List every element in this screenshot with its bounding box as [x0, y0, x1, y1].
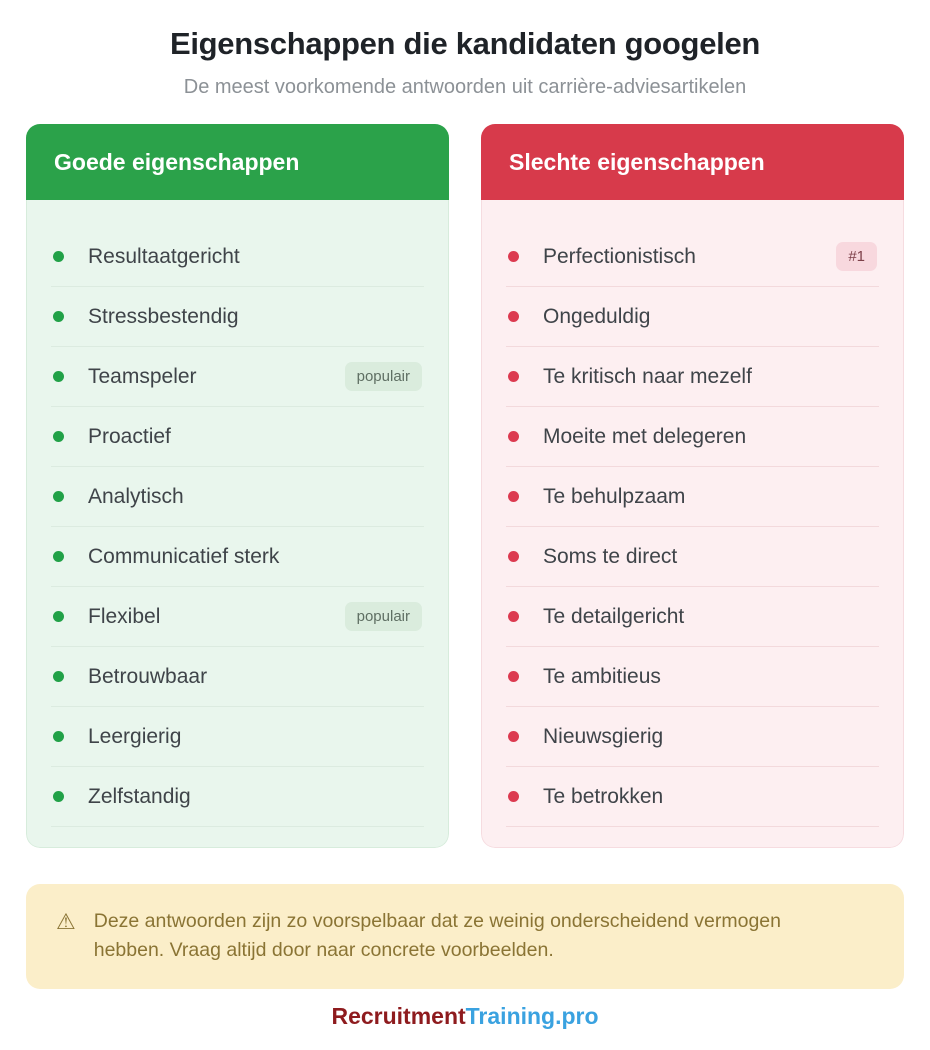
bullet-icon: [53, 251, 64, 262]
item-label: Soms te direct: [543, 544, 678, 568]
bullet-icon: [508, 551, 519, 562]
list-item: [506, 767, 879, 827]
list-item: [506, 647, 879, 707]
item-label: Flexibel: [88, 604, 161, 628]
item-label: Resultaatgericht: [88, 244, 240, 268]
bullet-icon: [53, 551, 64, 562]
item-label: Te kritisch naar mezelf: [543, 364, 752, 388]
bullet-icon: [508, 491, 519, 502]
bullet-icon: [508, 791, 519, 802]
warning-text: Deze antwoorden zijn zo voorspelbaar dat ze weinig onderscheidend vermogen hebben. Vraag altijd door naar concrete voorbeelden.: [93, 910, 781, 962]
item-badge: #1: [836, 242, 877, 271]
list-item: [51, 527, 424, 587]
columns-row: [0, 124, 930, 848]
list-item: [51, 347, 424, 407]
brand-footer: [0, 1003, 930, 1030]
page-title: Eigenschappen die kandidaten googelen: [169, 26, 761, 61]
page-subtitle: De meest voorkomende antwoorden uit carrière-adviesartikelen: [183, 76, 747, 98]
list-item: [506, 467, 879, 527]
item-label: Te ambitieus: [543, 664, 661, 688]
infographic-page: [0, 26, 930, 1050]
list-item: [51, 647, 424, 707]
good-traits-list: [51, 227, 424, 827]
bullet-icon: [508, 371, 519, 382]
list-item: [506, 407, 879, 467]
brand-name-primary: Recruitment: [331, 1002, 466, 1029]
bullet-icon: [53, 371, 64, 382]
brand-name-secondary: Training.pro: [465, 1002, 599, 1029]
good-card-header: Goede eigenschappen: [26, 124, 449, 200]
list-item: [51, 707, 424, 767]
list-item: [506, 347, 879, 407]
bad-traits-list: [506, 227, 879, 827]
bad-traits-card: [481, 124, 904, 848]
list-item: [506, 527, 879, 587]
list-item: [51, 467, 424, 527]
item-label: Te detailgericht: [543, 604, 685, 628]
list-item: [506, 707, 879, 767]
item-label: Stressbestendig: [88, 304, 239, 328]
bullet-icon: [53, 611, 64, 622]
item-label: Perfectionistisch: [543, 244, 696, 268]
good-card-body: [26, 200, 449, 848]
item-label: Ongeduldig: [543, 304, 651, 328]
item-label: Nieuwsgierig: [543, 724, 664, 748]
list-item: [51, 407, 424, 467]
bullet-icon: [53, 431, 64, 442]
item-label: Zelfstandig: [88, 784, 191, 808]
item-label: Teamspeler: [88, 364, 197, 388]
bullet-icon: [53, 791, 64, 802]
list-item: [51, 587, 424, 647]
item-label: Moeite met delegeren: [543, 424, 747, 448]
good-traits-card: [26, 124, 449, 848]
bullet-icon: [508, 731, 519, 742]
warning-icon: ⚠: [56, 909, 76, 934]
item-label: Betrouwbaar: [88, 664, 208, 688]
bullet-icon: [508, 311, 519, 322]
item-label: Communicatief sterk: [88, 544, 280, 568]
bullet-icon: [53, 671, 64, 682]
list-item: [51, 287, 424, 347]
bad-card-header: Slechte eigenschappen: [481, 124, 904, 200]
item-label: Te behulpzaam: [543, 484, 686, 508]
item-label: Analytisch: [88, 484, 184, 508]
bullet-icon: [508, 611, 519, 622]
list-item: [51, 227, 424, 287]
list-item: [506, 287, 879, 347]
list-item: [51, 767, 424, 827]
warning-note: [26, 884, 904, 989]
item-label: Te betrokken: [543, 784, 664, 808]
bullet-icon: [508, 671, 519, 682]
item-label: Leergierig: [88, 724, 182, 748]
bullet-icon: [53, 491, 64, 502]
bullet-icon: [508, 251, 519, 262]
list-item: [506, 227, 879, 287]
bad-card-body: [481, 200, 904, 848]
bullet-icon: [508, 431, 519, 442]
item-badge: populair: [345, 602, 422, 631]
list-item: [506, 587, 879, 647]
bullet-icon: [53, 311, 64, 322]
item-badge: populair: [345, 362, 422, 391]
bullet-icon: [53, 731, 64, 742]
item-label: Proactief: [88, 424, 171, 448]
